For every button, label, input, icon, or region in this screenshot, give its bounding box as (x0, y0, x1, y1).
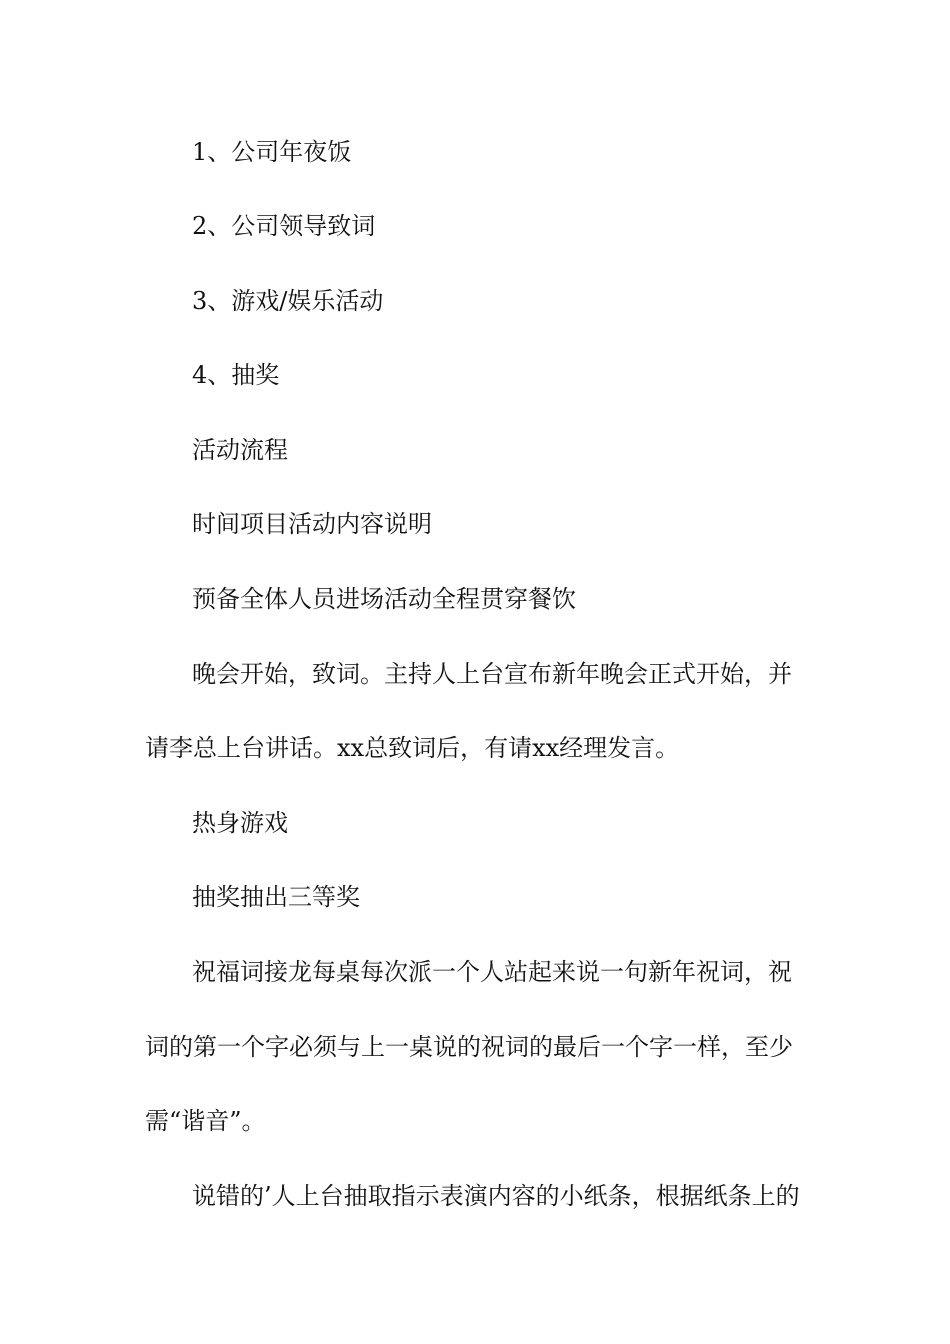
paragraph-line: 需“谐音”。 (145, 1107, 266, 1135)
list-item-2: 2、公司领导致词 (192, 212, 376, 240)
list-item-1: 1、公司年夜饭 (192, 138, 352, 166)
paragraph-line: 晚会开始，致词。主持人上台宣布新年晚会正式开始，并 (192, 660, 792, 688)
table-header-text: 时间项目活动内容说明 (192, 510, 432, 538)
paragraph-line: 预备全体人员进场活动全程贯穿餐饮 (192, 585, 576, 613)
paragraph-line: 抽奖抽出三等奖 (192, 883, 360, 911)
paragraph-line: 说错的’人上台抽取指示表演内容的小纸条，根据纸条上的 (192, 1182, 800, 1210)
list-item-3: 3、游戏/娱乐活动 (192, 287, 384, 315)
paragraph-line: 词的第一个字必须与上一桌说的祝词的最后一个字一样，至少 (145, 1033, 793, 1061)
list-item-4: 4、抽奖 (192, 361, 280, 389)
section-heading: 活动流程 (192, 436, 288, 464)
paragraph-line: 祝福词接龙每桌每次派一个人站起来说一句新年祝词，祝 (192, 958, 792, 986)
paragraph-line: 请李总上台讲话。xx总致词后，有请xx经理发言。 (145, 734, 680, 762)
paragraph-line: 热身游戏 (192, 809, 288, 837)
